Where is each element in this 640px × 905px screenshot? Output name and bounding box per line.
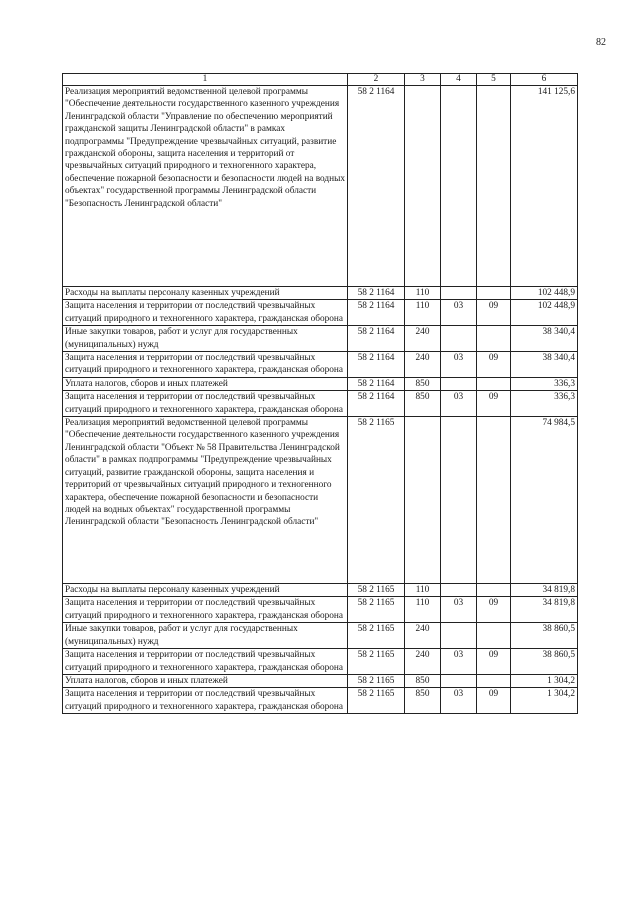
row-amount: 336,3 [511,391,578,417]
row-target-code: 58 2 1164 [348,326,405,352]
row-name: Иные закупки товаров, работ и услуг для государственных (муниципальных) нужд [63,623,348,649]
row-name: Реализация мероприятий ведомственной целевой программы "Обеспечение деятельности государственного казенного учреждения Ленинградской области "Объект № 58 Правительства Ленинградской области" в рамках подпрограммы "Предупреждение чрезвычайных ситуаций, развитие гражданской обороны, защита населения и территорий от чрезвычайных ситуаций природного и техногенного характера, обеспечение пожарной безопасности и безопасности людей на водных объектах" государственной программы Ленинградской области "Безопасность Ленинградской области" [63,417,348,584]
row-target-code: 58 2 1165 [348,623,405,649]
row-expense-type: 850 [405,377,441,390]
table-row [63,326,578,352]
row-subsection [477,623,511,649]
row-name: Расходы на выплаты персоналу казенных учреждений [63,287,348,300]
table-row [63,300,578,326]
row-subsection: 09 [477,649,511,675]
row-subsection [477,377,511,390]
row-expense-type [405,86,441,287]
row-name: Защита населения и территории от последствий чрезвычайных ситуаций природного и техногенного характера, гражданская оборона [63,597,348,623]
row-subsection [477,287,511,300]
table-row [63,623,578,649]
row-target-code: 58 2 1164 [348,287,405,300]
column-header-2: 2 [348,74,405,86]
row-section: 03 [441,688,477,714]
row-section: 03 [441,597,477,623]
row-name: Уплата налогов, сборов и иных платежей [63,377,348,390]
row-subsection: 09 [477,597,511,623]
row-target-code: 58 2 1165 [348,597,405,623]
row-target-code: 58 2 1165 [348,688,405,714]
row-subsection [477,86,511,287]
row-amount: 34 819,8 [511,597,578,623]
row-subsection [477,674,511,687]
row-name: Уплата налогов, сборов и иных платежей [63,674,348,687]
row-name: Реализация мероприятий ведомственной целевой программы "Обеспечение деятельности государственного казенного учреждения Ленинградской области "Управление по обеспечению мероприятий гражданской защиты Ленинградской области" в рамках подпрограммы "Предупреждение чрезвычайных ситуаций, развитие гражданской обороны, защита населения и территорий от чрезвычайных ситуаций природного и техногенного характера, обеспечение пожарной безопасности и безопасности людей на водных объектах" государственной программы Ленинградской области "Безопасность Ленинградской области" [63,86,348,287]
column-header-6: 6 [511,74,578,86]
row-subsection [477,417,511,584]
row-expense-type: 110 [405,300,441,326]
row-subsection: 09 [477,300,511,326]
row-section [441,623,477,649]
row-name: Расходы на выплаты персоналу казенных учреждений [63,584,348,597]
table-row [63,86,578,287]
row-expense-type: 110 [405,597,441,623]
row-subsection: 09 [477,688,511,714]
row-expense-type: 850 [405,674,441,687]
table-row [63,597,578,623]
column-header-4: 4 [441,74,477,86]
row-name: Иные закупки товаров, работ и услуг для государственных (муниципальных) нужд [63,326,348,352]
row-target-code: 58 2 1165 [348,674,405,687]
row-target-code: 58 2 1164 [348,377,405,390]
row-section [441,377,477,390]
row-name: Защита населения и территории от последствий чрезвычайных ситуаций природного и техногенного характера, гражданская оборона [63,391,348,417]
table-row [63,584,578,597]
row-section [441,326,477,352]
table-row [63,688,578,714]
row-expense-type: 240 [405,326,441,352]
row-name: Защита населения и территории от последствий чрезвычайных ситуаций природного и техногенного характера, гражданская оборона [63,300,348,326]
row-section [441,584,477,597]
row-section: 03 [441,300,477,326]
row-target-code: 58 2 1164 [348,352,405,378]
row-expense-type: 240 [405,352,441,378]
table-row [63,377,578,390]
row-target-code: 58 2 1164 [348,86,405,287]
row-amount: 34 819,8 [511,584,578,597]
row-section [441,287,477,300]
column-header-1: 1 [63,74,348,86]
row-section [441,86,477,287]
row-target-code: 58 2 1164 [348,391,405,417]
row-amount: 1 304,2 [511,674,578,687]
row-expense-type: 240 [405,623,441,649]
row-amount: 141 125,6 [511,86,578,287]
row-subsection: 09 [477,391,511,417]
row-subsection [477,326,511,352]
row-subsection [477,584,511,597]
row-name: Защита населения и территории от последствий чрезвычайных ситуаций природного и техногенного характера, гражданская оборона [63,649,348,675]
row-section [441,674,477,687]
column-header-3: 3 [405,74,441,86]
row-target-code: 58 2 1165 [348,584,405,597]
table-header-row [63,74,578,86]
row-section [441,417,477,584]
page-number: 82 [596,37,606,48]
row-expense-type: 110 [405,287,441,300]
row-target-code: 58 2 1165 [348,649,405,675]
table-row [63,287,578,300]
row-subsection: 09 [477,352,511,378]
row-expense-type [405,417,441,584]
column-header-5: 5 [477,74,511,86]
row-amount: 102 448,9 [511,300,578,326]
row-expense-type: 850 [405,391,441,417]
row-expense-type: 240 [405,649,441,675]
table-row [63,352,578,378]
row-amount: 102 448,9 [511,287,578,300]
row-amount: 38 860,5 [511,649,578,675]
budget-table [62,73,578,714]
table-row [63,649,578,675]
row-section: 03 [441,649,477,675]
row-section: 03 [441,391,477,417]
table-row [63,417,578,584]
row-amount: 38 340,4 [511,352,578,378]
row-section: 03 [441,352,477,378]
row-name: Защита населения и территории от последствий чрезвычайных ситуаций природного и техногенного характера, гражданская оборона [63,688,348,714]
row-amount: 336,3 [511,377,578,390]
row-amount: 74 984,5 [511,417,578,584]
row-name: Защита населения и территории от последствий чрезвычайных ситуаций природного и техногенного характера, гражданская оборона [63,352,348,378]
row-amount: 38 860,5 [511,623,578,649]
row-amount: 1 304,2 [511,688,578,714]
row-expense-type: 850 [405,688,441,714]
row-expense-type: 110 [405,584,441,597]
row-target-code: 58 2 1164 [348,300,405,326]
table-row [63,391,578,417]
row-target-code: 58 2 1165 [348,417,405,584]
row-amount: 38 340,4 [511,326,578,352]
table-row [63,674,578,687]
